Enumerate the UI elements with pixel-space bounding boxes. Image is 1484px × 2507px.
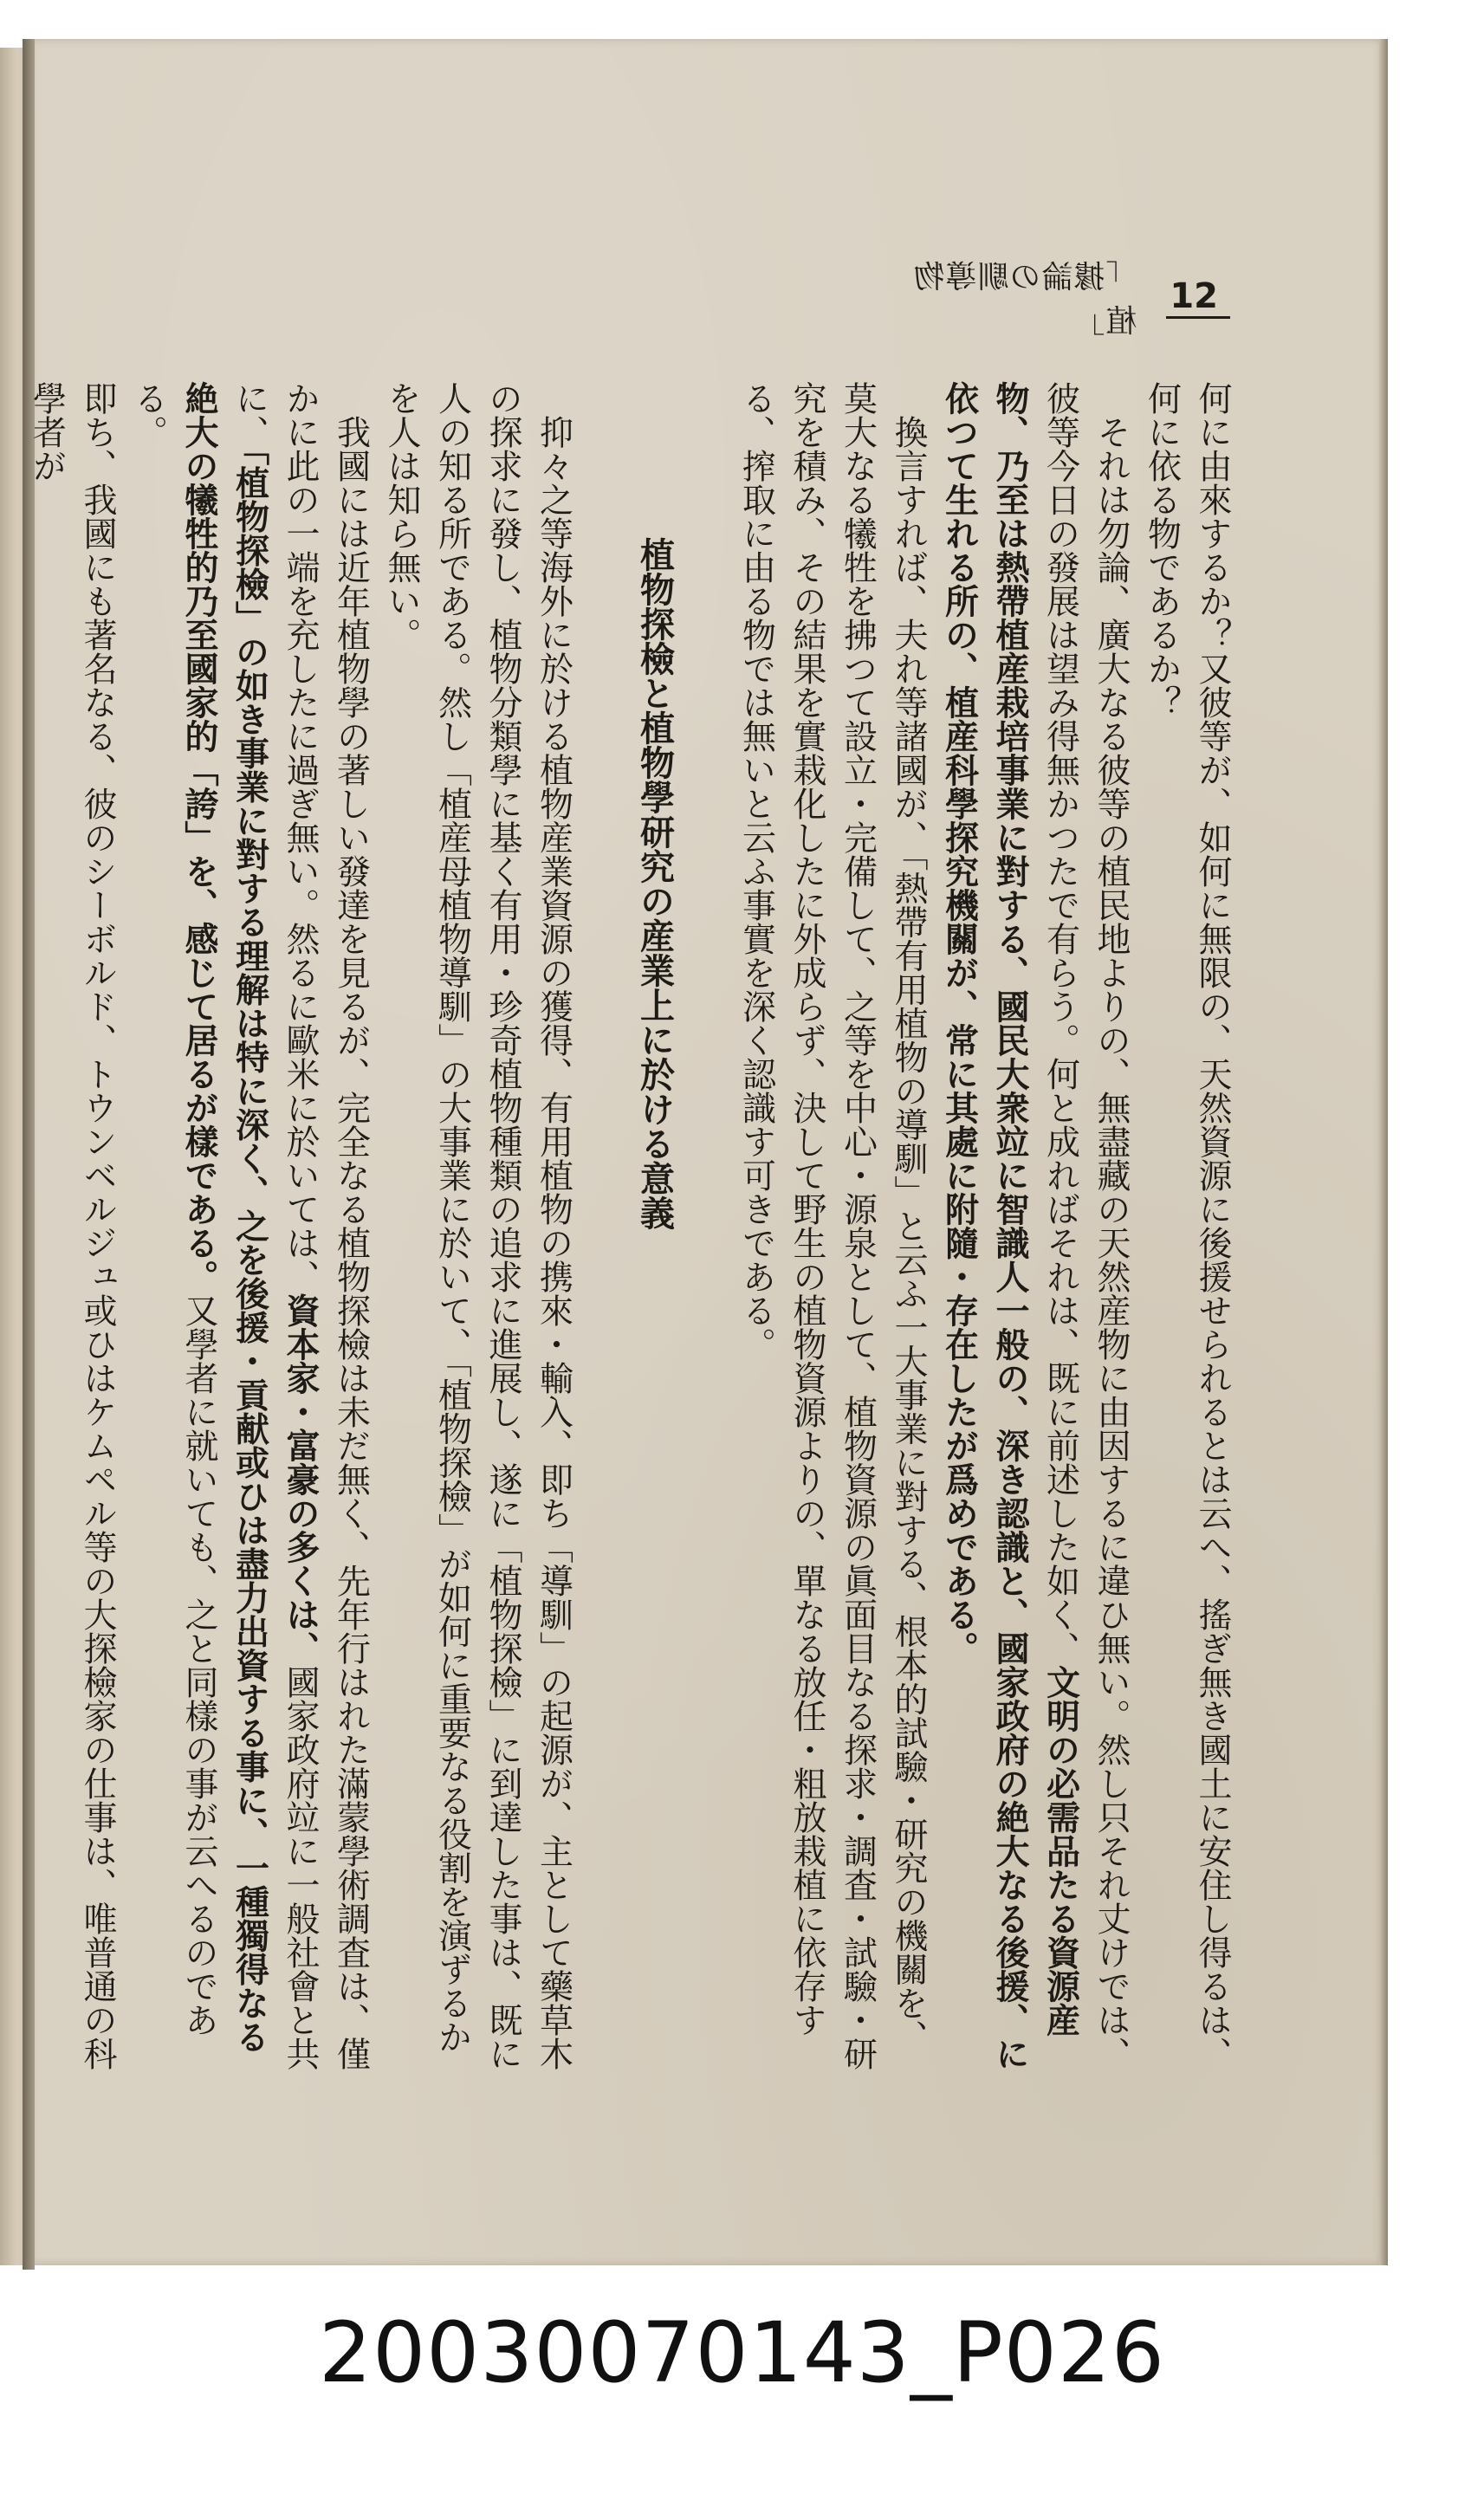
paragraph-3: [730, 381, 933, 2070]
paragraph-2-emphasis: 文明の必需品たる資源産物、乃至は熱帶植産栽培事業に對する、國民大衆竝に智識人一般の、深き認識と、國家政府の絶大なる後援、に依つて生れる所の、植産科學探究機關が、常に其處に附隨・存在したが爲めである。: [939, 381, 1080, 2070]
page-number: 12: [1166, 276, 1230, 319]
paragraph-3-text: 換言すれば、夫れ等諸國が、「熱帶有用植物の導馴」と云ふ一大事業に對する、根本的試驗・研究の機關を、莫大なる犧牲を拂つて設立・完備して、之等を中心・源泉として、植物資源の眞面目なる探求・調査・試驗・研究を積み、その結果を實栽化したに外成らず、決して野生の植物資源よりの、單なる放任・粗放栽植に依存する、搾取に由る物では無いと云ふ事實を深く認識す可きである。: [736, 381, 928, 2070]
paragraph-5: [122, 381, 376, 2070]
paragraph-1-text: 何に由來するか？又彼等が、如何に無限の、天然資源に後援せられるとは云へ、搖ぎ無き國土に安住し得るは、何に依る物であるか？: [1142, 381, 1232, 2070]
paragraph-6: [21, 381, 122, 2070]
page-edge: [1379, 39, 1388, 2265]
paragraph-1: [1136, 381, 1237, 2070]
running-head: [866, 260, 1230, 340]
paragraph-4: [376, 381, 579, 2070]
paragraph-5-emphasis-1: 資本家・富豪の多くは、: [281, 1293, 320, 1665]
column-spacer: [680, 381, 731, 2070]
body-text: [21, 381, 1237, 2070]
paragraph-4-text: 抑々之等海外に於ける植物産業資源の獲得、有用植物の携來・輸入、即ち「導馴」の起源が、主として藥草木の探求に發し、植物分類學に基く有用・珍奇植物種類の追求に進展し、遂に「植物探檢」に到達した事は、既に人の知る所である。然し「植産母植物導馴」の大事業に於いて、「植物探檢」が如何に重要なる役割を演ずるかを人は知ら無い。: [382, 381, 574, 2070]
paragraph-2: [933, 381, 1136, 2070]
archive-identifier: 20030070143_P026: [319, 2304, 1165, 2401]
column-spacer: [579, 381, 630, 2070]
section-heading: 植物探檢と植物學研究の産業上に於ける意義: [634, 537, 675, 1230]
running-title: 「據論の馴導物植」: [912, 260, 1137, 340]
paragraph-5-text-2: 國家政府竝に一般社會と共に、: [230, 381, 320, 2070]
paragraph-5-text: 我國には近年植物學の著しい發達を見るが、完全なる植物探檢は未だ無く、先年行はれた滿蒙學術調査は、僅かに此の一端を充したに過ぎ無い。然るに歐米に於いては、: [281, 381, 371, 2070]
paragraph-6-text: 即ち、我國にも著名なる、彼のシーボルド、トウンベルジュ或ひはケムペル等の大探檢家の仕事は、唯普通の科學者が: [27, 381, 117, 2070]
paragraph-2-text: それは勿論、廣大なる彼等の植民地よりの、無盡藏の天然産物に由因するに違ひ無い。然し只それ丈けでは、彼等今日の發展は望み得無かつたで有らう。何と成ればそれは、既に前述した如く、: [1040, 381, 1131, 2070]
paragraph-5-text-3: 又學者に就いても、之と同樣の事が云へるのである。: [128, 381, 218, 2037]
paragraph-5-emphasis-2: 「植物探檢」の如き事業に對する理解は特に深く、之を後援・貢献或ひは盡力出資する事に、一種獨得なる絶大の犧牲的乃至國家的「誇」を、感じて居るが樣である。: [179, 381, 269, 2054]
